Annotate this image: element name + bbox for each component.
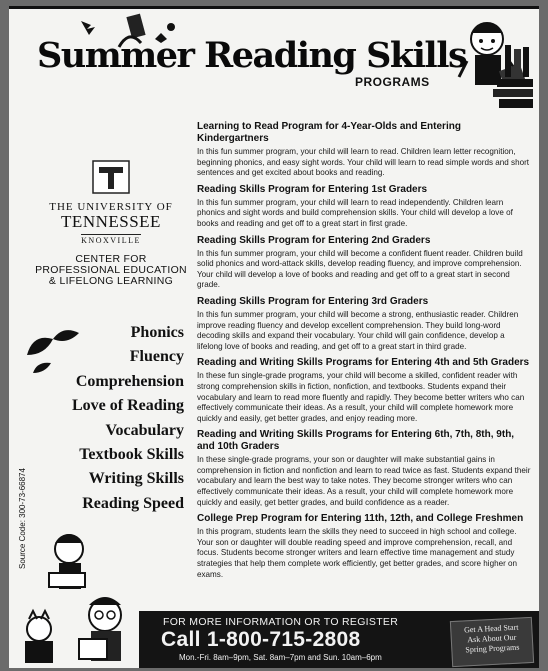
skill-item: Love of Reading: [72, 397, 184, 415]
skill-item: Textbook Skills: [79, 446, 184, 464]
department-name: [31, 254, 191, 287]
program-title: Reading and Writing Skills Programs for Entering 6th, 7th, 8th, 9th, and 10th Graders: [197, 429, 515, 453]
registration-footer: [139, 611, 539, 668]
program-item: [197, 184, 532, 230]
program-description: In this fun summer program, your child will learn to read independently. Children learn phonics and sight words and build comprehension skills. Your child will develop a love of books and reading and get off to a great start in first grade.: [197, 197, 513, 228]
university-logo-block: [31, 159, 191, 287]
program-item: [197, 235, 532, 291]
dept-line-2: PROFESSIONAL EDUCATION: [35, 264, 187, 276]
program-description: In this program, students learn the skills they need to succeed in high school and college. Your son or daughter will double reading speed and improve comprehension, recall, and focus. Students become stronger writers and learn effective time management and study strategies that help them complete work efficiently, get better grades, and score higher on exams.: [197, 527, 518, 579]
page-title: Summer Reading Skills: [37, 35, 467, 76]
program-title: Reading Skills Program for Entering 2nd Graders: [197, 234, 431, 246]
program-title: Reading and Writing Skills Programs for Entering 4th and 5th Graders: [197, 357, 530, 369]
program-item: [197, 429, 532, 508]
program-description: In this fun summer program, your child will learn to read. Children learn letter recognition, beginning phonics, and easy sight words. Your child will learn to read simple words and short sentences and get excited about books and reading.: [197, 147, 530, 178]
university-name: TENNESSEE: [61, 212, 161, 231]
program-item: [197, 357, 532, 424]
university-prefix: THE UNIVERSITY OF: [49, 201, 173, 213]
spring-programs-badge: [450, 617, 534, 667]
skill-item: Vocabulary: [105, 421, 184, 439]
skill-item: Phonics: [130, 324, 184, 341]
program-description: In these single-grade programs, your son or daughter will make substantial gains in comprehension in fiction and nonfiction and learn to read twice as fast. Students expand their vocabulary and learn the best way to take notes. They become stronger writers who can effectively communicate their ideas. As a result, your child will complete homework more quickly and easily, get better grades, and build confidence as a reader.: [197, 455, 531, 507]
skill-item: Reading Speed: [82, 494, 184, 512]
skill-item: Fluency: [129, 348, 184, 366]
skills-list: [29, 321, 184, 516]
page-subtitle: PROGRAMS: [355, 75, 430, 89]
more-info-label: FOR MORE INFORMATION OR TO REGISTER: [163, 616, 399, 628]
university-campus: KNOXVILLE: [81, 236, 141, 245]
program-item: [197, 121, 532, 179]
program-title: Reading Skills Program for Entering 3rd Graders: [197, 295, 429, 307]
office-hours: Mon.-Fri. 8am–9pm, Sat. 8am–7pm and Sun. 10am–6pm: [179, 653, 382, 662]
programs-list: [197, 121, 532, 585]
ut-logo-icon: [91, 159, 131, 195]
program-title: College Prep Program for Entering 11th, 12th, and College Freshmen: [197, 513, 524, 525]
program-title: Learning to Read Program for 4-Year-Olds and Entering Kindergartners: [197, 121, 461, 144]
flyer-page: [9, 6, 539, 668]
dept-line-3: & LIFELONG LEARNING: [48, 275, 174, 287]
badge-line-2: Ask About Our: [467, 632, 517, 645]
program-description: In these fun single-grade programs, your child will become a skilled, confident reader with strong comprehension skills in fiction, nonfiction, and textbooks. Students expand their vocabulary and learn to read more fluently and rapidly. They become better writers who can effectively communicate their ideas. As a result, your child will complete homework more quickly and easily, get better grades, and enjoy reading more.: [197, 371, 525, 423]
badge-line-3: Spring Programs: [465, 642, 520, 655]
skill-item: Comprehension: [75, 372, 184, 390]
source-code: Source Code: 300-73-66874: [18, 468, 27, 569]
phone-number[interactable]: Call 1-800-715-2808: [161, 628, 361, 651]
program-title: Reading Skills Program for Entering 1st Graders: [197, 183, 428, 195]
skill-item: Writing Skills: [88, 470, 184, 488]
program-item: [197, 513, 532, 580]
program-item: [197, 296, 532, 352]
flyer-header: [9, 9, 539, 117]
program-description: In this fun summer program, your child will become a confident fluent reader. Children build solid phonics and word-attack skills, develop reading fluency, and improve comprehension. Your child will develop a love of books and reading and get off to a great start in second grade.: [197, 248, 523, 290]
dept-line-1: CENTER FOR: [75, 253, 147, 265]
kids-reading-illustration: [9, 519, 139, 668]
badge-line-1: Get A Head Start: [463, 622, 519, 635]
program-description: In this fun summer program, your child will become a strong, enthusiastic reader. Children improve reading fluency and develop excellent comprehension. They build long-word decoding skills and expand their vocabulary. Your child will gain confidence, develop a lifelong love of books and reading, and get off to a great start in third grade.: [197, 309, 519, 351]
